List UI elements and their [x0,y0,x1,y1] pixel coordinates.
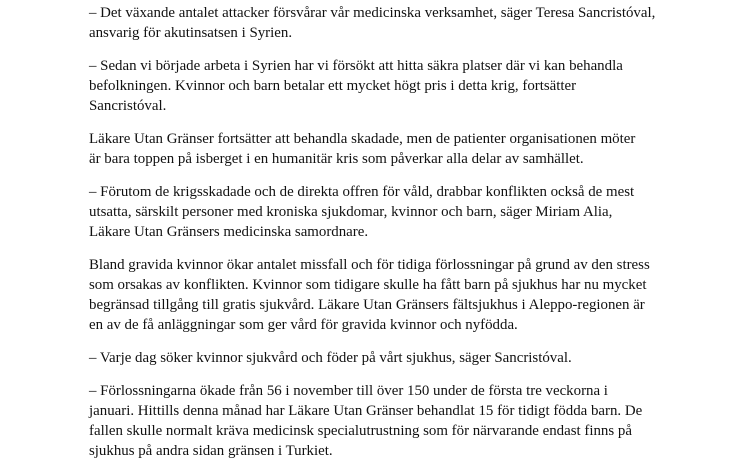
text-line: befolkningen. Kvinnor och barn betalar ett mycket högt pris i detta krig, fortsätter [89,78,577,94]
paragraph-quote-sancristoval-women-children [89,56,659,116]
text-line: ansvarig för akutinsatsen i Syrien. [89,25,293,41]
text-line: är bara toppen på isberget i en humanitär kris som påverkar alla delar av samhället. [89,151,584,167]
text-line: fallen skulle normalt kräva medicinsk specialutrustning som för närvarande endast finns på [89,423,632,439]
text-line: – Sedan vi började arbeta i Syrien har vi försökt att hitta säkra platser där vi kan behandla [89,58,623,74]
text-line: en av de få anläggningar som ger vård för gravida kvinnor och nyfödda. [89,317,518,333]
text-line: Läkare Utan Gränser fortsätter att behandla skadade, men de patienter organisationen möter [89,131,636,147]
text-line: Sancristóval. [89,98,167,114]
text-line: – Det växande antalet attacker försvårar vår medicinska verksamhet, säger Teresa Sancristóval, [89,5,656,21]
text-line: Bland gravida kvinnor ökar antalet missfall och för tidiga förlossningar på grund av den stress [89,257,650,273]
article-body [89,3,659,474]
text-line: sjukhus på andra sidan gränsen i Turkiet. [89,443,333,459]
paragraph-pregnant-women [89,255,659,335]
paragraph-quote-births-increase [89,381,659,461]
text-line: som orsakas av konflikten. Kvinnor som tidigare skulle ha fått barn på sjukhus har nu mycket [89,277,647,293]
text-line: – Varje dag söker kvinnor sjukvård och föder på vårt sjukhus, säger Sancristóval. [89,350,572,366]
text-line: – Förlossningarna ökade från 56 i november till över 150 under de första tre veckorna i [89,383,608,399]
paragraph-quote-miriam-alia [89,182,659,242]
paragraph-quote-daily-care [89,348,659,368]
text-line: begränsad tillgång till gratis sjukvård. Läkare Utan Gränsers fältsjukhus i Aleppo-regionen är [89,297,645,313]
text-line: januari. Hittills denna månad har Läkare Utan Gränser behandlat 15 för tidigt födda barn. De [89,403,643,419]
text-line: Läkare Utan Gränsers medicinska samordnare. [89,224,369,240]
text-line: utsatta, särskilt personer med kroniska sjukdomar, kvinnor och barn, säger Miriam Alia, [89,204,613,220]
paragraph-humanitarian-crisis [89,129,659,169]
paragraph-quote-sancristoval-attacks [89,3,659,43]
text-line: – Förutom de krigsskadade och de direkta offren för våld, drabbar konflikten också de mest [89,184,635,200]
